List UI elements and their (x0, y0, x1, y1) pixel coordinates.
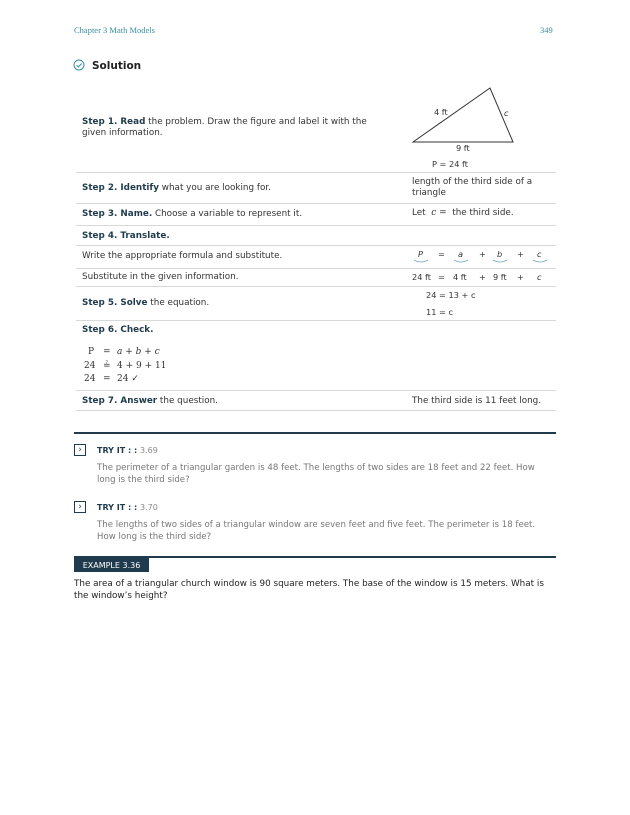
check-lhs-2: 24 (84, 361, 96, 371)
check-lhs-3: 24 (84, 374, 96, 384)
brace-marks (412, 259, 552, 265)
tryit-text: The lengths of two sides of a triangular window are seven feet and five feet. The perimeter is 18 feet. How long is the third side? (97, 520, 536, 542)
check-lhs-1: P (88, 347, 95, 357)
solve-eq-2: 11 = c (426, 307, 453, 317)
divider (76, 410, 556, 411)
eq-24ft: 24 ft (412, 272, 431, 282)
step-4-formula-text: Write the appropriate formula and substitute. (82, 251, 283, 261)
check-op-3: = (103, 374, 111, 384)
perimeter-label: P = 24 ft (432, 159, 468, 169)
tryit-label: TRY IT : : 3.69 (97, 446, 158, 455)
divider (76, 245, 556, 246)
triangle-side-a-label: 4 ft (434, 107, 448, 117)
step-5: Step 5. Solve the equation. (82, 298, 210, 308)
eq-c: c (537, 249, 542, 259)
step-4-substitute-text: Substitute in the given information. (82, 272, 239, 282)
check-rhs-3: 24 ✓ (117, 374, 139, 384)
step-2: Step 2. Identify what you are looking for. (82, 183, 271, 193)
chevron-right-icon[interactable]: › (74, 501, 86, 513)
divider (76, 320, 556, 321)
tryit-text: The perimeter of a triangular garden is 48 feet. The lengths of two sides are 18 feet and 22 feet. How long is the third side? (97, 463, 535, 485)
triangle-base-label: 9 ft (456, 143, 470, 153)
divider (76, 390, 556, 391)
step-4: Step 4. Translate. (82, 231, 170, 241)
example-text: The area of a triangular church window is 90 square meters. The base of the window is 15 meters. What is the window’s height? (74, 579, 544, 601)
eq-c: c (537, 272, 542, 282)
eq-equals: = (438, 249, 445, 259)
step-6: Step 6. Check. (82, 325, 154, 335)
check-circle-icon (73, 59, 85, 71)
divider (76, 286, 556, 287)
divider (76, 203, 556, 204)
check-op-1: = (103, 347, 111, 357)
divider (76, 225, 556, 226)
triangle-side-c-label: c (504, 108, 509, 118)
section-divider (74, 432, 556, 434)
check-op-2: ≟ (103, 361, 111, 371)
eq-plus: + (517, 249, 524, 259)
solve-eq-1: 24 = 13 + c (426, 290, 476, 300)
check-rhs-1: a + b + c (117, 347, 160, 357)
divider (76, 268, 556, 269)
page-number: 349 (540, 25, 553, 35)
step-3: Step 3. Name. Choose a variable to represent it. (82, 209, 303, 219)
eq-a: a (458, 249, 464, 259)
divider (76, 172, 556, 173)
step-7: Step 7. Answer the question. (82, 396, 218, 406)
step-7-answer: The third side is 11 feet long. (412, 396, 542, 406)
chapter-header: Chapter 3 Math Models (74, 25, 155, 35)
step-2-answer: length of the third side of a triangle (412, 177, 533, 198)
eq-b: b (497, 249, 503, 259)
step-1: Step 1. Read the problem. Draw the figure and label it with the given information. (82, 117, 367, 138)
eq-9ft: 9 ft (493, 272, 507, 282)
example-label: EXAMPLE 3.36 (74, 558, 149, 572)
step-3-answer: Let c = the third side. (412, 208, 514, 218)
eq-P: P (418, 249, 423, 259)
solution-title: Solution (92, 60, 142, 72)
eq-plus: + (479, 249, 486, 259)
eq-equals: = (438, 272, 445, 282)
eq-4ft: 4 ft (453, 272, 467, 282)
eq-plus: + (517, 272, 524, 282)
check-rhs-2: 4 + 9 + 11 (117, 361, 167, 371)
tryit-label: TRY IT : : 3.70 (97, 503, 158, 512)
chevron-right-icon[interactable]: › (74, 444, 86, 456)
eq-plus: + (479, 272, 486, 282)
